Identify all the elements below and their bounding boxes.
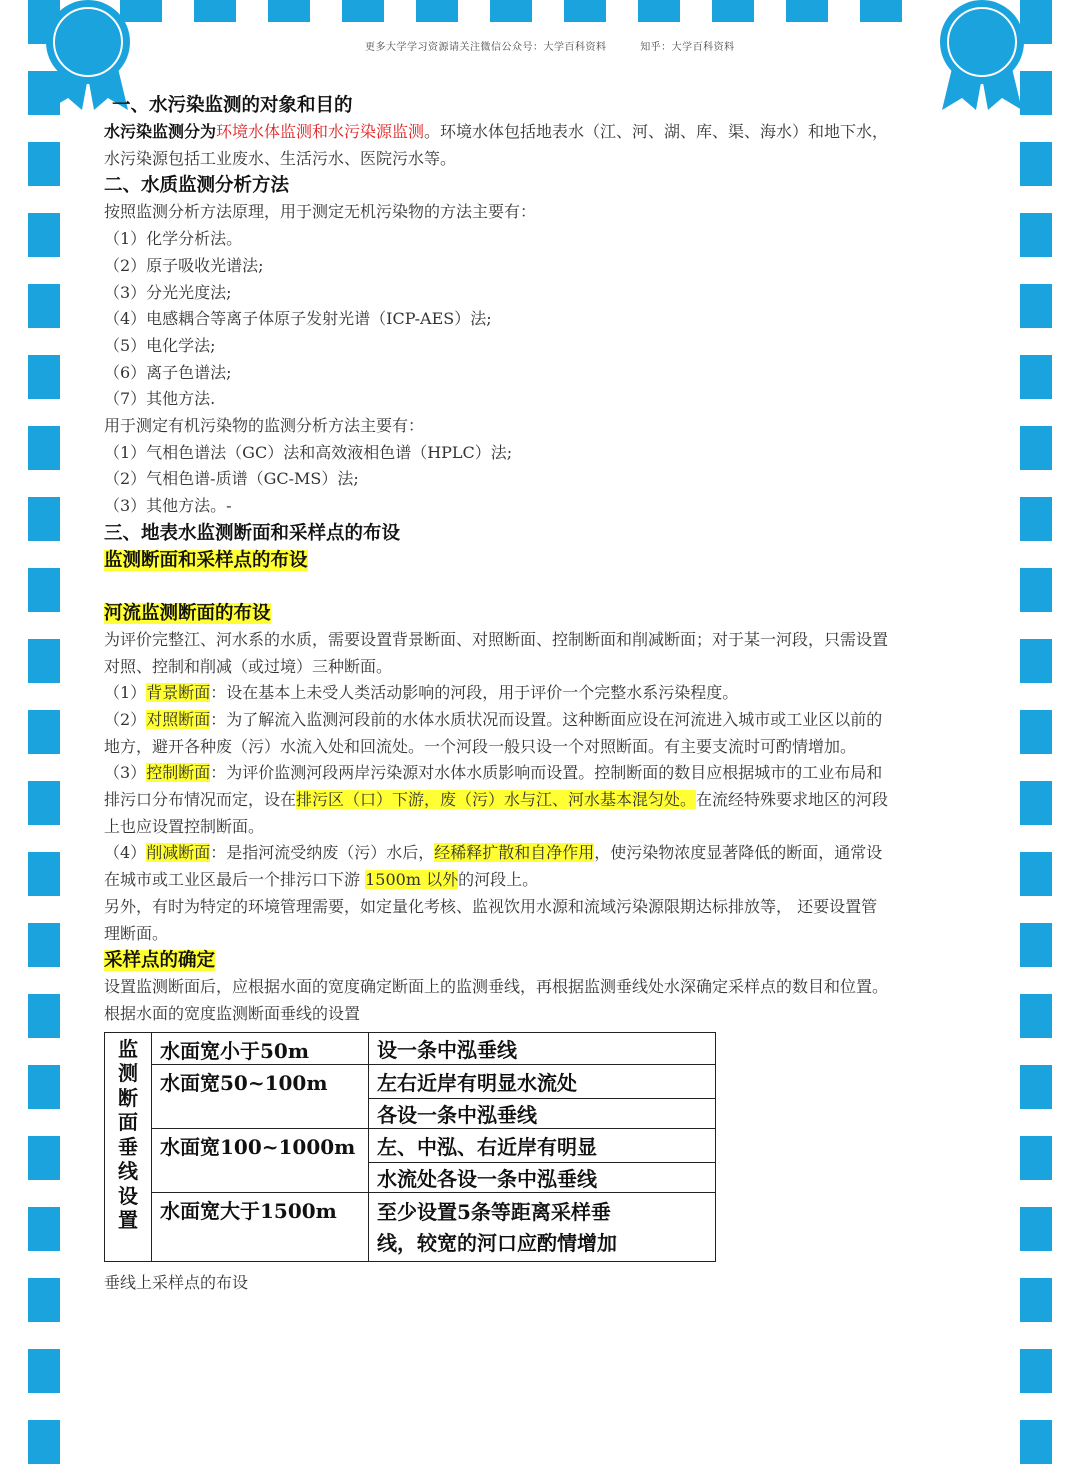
border-stripe — [28, 781, 60, 825]
border-stripe — [1020, 213, 1052, 257]
list-item: （1）化学分析法。 — [104, 229, 243, 249]
border-stripe — [1020, 852, 1052, 896]
header-note-wechat: 更多大学学习资源请关注微信公众号：大学百科资料 — [365, 42, 607, 53]
paragraph: 根据水面的宽度监测断面垂线的设置 — [104, 1003, 361, 1023]
table-cell-rule: 各设一条中泓垂线 — [369, 1099, 716, 1129]
border-stripe — [28, 994, 60, 1038]
table-cell-rule: 左右近岸有明显水流处 — [369, 1064, 716, 1098]
vertical-line-table — [104, 1032, 716, 1262]
inorganic-methods-list — [104, 226, 980, 413]
border-stripe — [564, 0, 606, 22]
border-stripe — [1020, 1207, 1052, 1251]
border-stripe — [28, 568, 60, 612]
border-stripe — [28, 923, 60, 967]
border-stripe — [860, 0, 902, 22]
document-body — [104, 92, 980, 1296]
list-item: （5）电化学法; — [104, 335, 216, 355]
list-item: （1）气相色谱法（GC）法和高效液相色谱（HPLC）法; — [104, 442, 513, 462]
table-cell-rule: 线，较宽的河口应酌情增加 — [369, 1227, 716, 1262]
list-item: （2）对照断面：为了解流入监测河段前的水体水质状况而设置。这种断面应设在河流进入城市或工业区以前的 — [104, 709, 883, 729]
border-stripe — [1020, 1349, 1052, 1393]
border-stripe — [1020, 710, 1052, 754]
border-stripe — [28, 1207, 60, 1251]
border-stripe — [1020, 923, 1052, 967]
border-stripe — [1020, 639, 1052, 683]
list-item: （3）控制断面：为评价监测河段两岸污染源对水体水质影响而设置。控制断面的数目应根据城市的工业布局和 — [104, 763, 883, 783]
border-stripe — [28, 426, 60, 470]
list-item: （3）其他方法。- — [104, 496, 232, 516]
table-cell-rule: 至少设置5条等距离采样垂 — [369, 1193, 716, 1227]
border-stripe — [28, 639, 60, 683]
border-stripe — [28, 213, 60, 257]
border-stripe — [1020, 284, 1052, 328]
border-stripe — [268, 0, 310, 22]
paragraph: 另外，有时为特定的环境管理需要，如定量化考核、监视饮用水源和流域污染源限期达标排放等， 还要设置管 — [104, 896, 878, 916]
border-stripe — [1020, 497, 1052, 541]
list-item: （2）气相色谱-质谱（GC-MS）法; — [104, 469, 359, 489]
section-3-title: 三、地表水监测断面和采样点的布设 — [104, 522, 401, 544]
border-stripe — [638, 0, 680, 22]
paragraph: 地方，避开各种废（污）水流入处和回流处。一个河段一般只设一个对照断面。有主要支流时可酌情增加。 — [104, 736, 857, 756]
border-stripe — [1020, 568, 1052, 612]
border-stripe — [28, 497, 60, 541]
paragraph: 排污口分布情况而定，设在排污区（口）下游，废（污）水与江、河水基本混匀处。在流经特殊要求地区的河段 — [104, 790, 889, 810]
table-vertical-label: 监测断面垂线设置 — [105, 1032, 152, 1261]
list-item: （4）削减断面：是指河流受纳废（污）水后，经稀释扩散和自净作用，使污染物浓度显著降低的断面，通常设 — [104, 843, 883, 863]
border-stripe — [786, 0, 828, 22]
border-stripe — [28, 1065, 60, 1109]
paragraph: 在城市或工业区最后一个排污口下游 1500m 以外的河段上。 — [104, 870, 539, 890]
subheading: 采样点的确定 — [104, 950, 216, 972]
paragraph: 水污染源包括工业废水、生活污水、医院污水等。 — [104, 148, 457, 168]
border-stripe — [1020, 142, 1052, 186]
list-item: （3）分光光度法; — [104, 282, 232, 302]
border-stripe — [28, 355, 60, 399]
table-cell-width: 水面宽50~100m — [152, 1064, 369, 1128]
paragraph: 垂线上采样点的布设 — [104, 1272, 249, 1292]
border-stripe — [416, 0, 458, 22]
header-note — [365, 38, 765, 53]
border-stripe — [28, 284, 60, 328]
list-item: （1）背景断面：设在基本上未受人类活动影响的河段，用于评价一个完整水系污染程度。 — [104, 683, 739, 703]
section-2-title: 二、水质监测分析方法 — [104, 175, 290, 197]
border-stripe — [1020, 1065, 1052, 1109]
border-stripe — [1020, 994, 1052, 1038]
border-stripe — [28, 142, 60, 186]
border-stripe — [1020, 355, 1052, 399]
table-cell-rule: 水流处各设一条中泓垂线 — [369, 1163, 716, 1193]
border-stripe — [28, 710, 60, 754]
border-stripe — [1020, 1420, 1052, 1464]
subheading: 监测断面和采样点的布设 — [104, 549, 308, 571]
border-stripe — [28, 1420, 60, 1464]
table-cell-rule: 设一条中泓垂线 — [369, 1032, 716, 1064]
paragraph: 上也应设置控制断面。 — [104, 816, 265, 836]
list-item: （7）其他方法. — [104, 389, 216, 409]
table-cell-rule: 左、中泓、右近岸有明显 — [369, 1129, 716, 1163]
header-note-zhihu: 知乎：大学百科资料 — [640, 42, 735, 53]
paragraph: 水污染监测分为环境水体监测和水污染源监测。环境水体包括地表水（江、河、湖、库、渠、海水）和地下水， — [104, 122, 889, 141]
border-stripe — [28, 1278, 60, 1322]
paragraph: 用于测定有机污染物的监测分析方法主要有： — [104, 416, 425, 436]
border-stripe — [28, 1136, 60, 1180]
list-item: （4）电感耦合等离子体原子发射光谱（ICP-AES）法; — [104, 309, 492, 329]
paragraph: 设置监测断面后，应根据水面的宽度确定断面上的监测垂线，再根据监测垂线处水深确定采样点的数目和位置。 — [104, 977, 889, 997]
section-1-title: 一、水污染监测的对象和目的 — [112, 95, 353, 116]
border-stripe — [28, 1349, 60, 1393]
paragraph: 按照监测分析方法原理，用于测定无机污染物的方法主要有： — [104, 202, 537, 222]
table-cell-width: 水面宽小于50m — [152, 1032, 369, 1064]
paragraph: 对照、控制和削减（或过境）三种断面。 — [104, 656, 393, 676]
table-cell-width: 水面宽100~1000m — [152, 1129, 369, 1193]
paragraph: 理断面。 — [104, 923, 169, 943]
border-stripe — [194, 0, 236, 22]
list-item: （6）离子色谱法; — [104, 362, 232, 382]
list-item: （2）原子吸收光谱法; — [104, 255, 264, 275]
table-cell-width: 水面宽大于1500m — [152, 1193, 369, 1261]
border-stripe — [1020, 1136, 1052, 1180]
border-stripe — [1020, 426, 1052, 470]
border-stripe — [1020, 1278, 1052, 1322]
border-stripe — [490, 0, 532, 22]
border-stripe — [712, 0, 754, 22]
border-stripe — [28, 852, 60, 896]
border-stripe — [1020, 781, 1052, 825]
paragraph: 为评价完整江、河水系的水质，需要设置背景断面、对照断面、控制断面和削减断面；对于某一河段，只需设置 — [104, 629, 889, 649]
organic-methods-list — [104, 440, 980, 520]
subheading: 河流监测断面的布设 — [104, 602, 271, 624]
border-stripe — [342, 0, 384, 22]
